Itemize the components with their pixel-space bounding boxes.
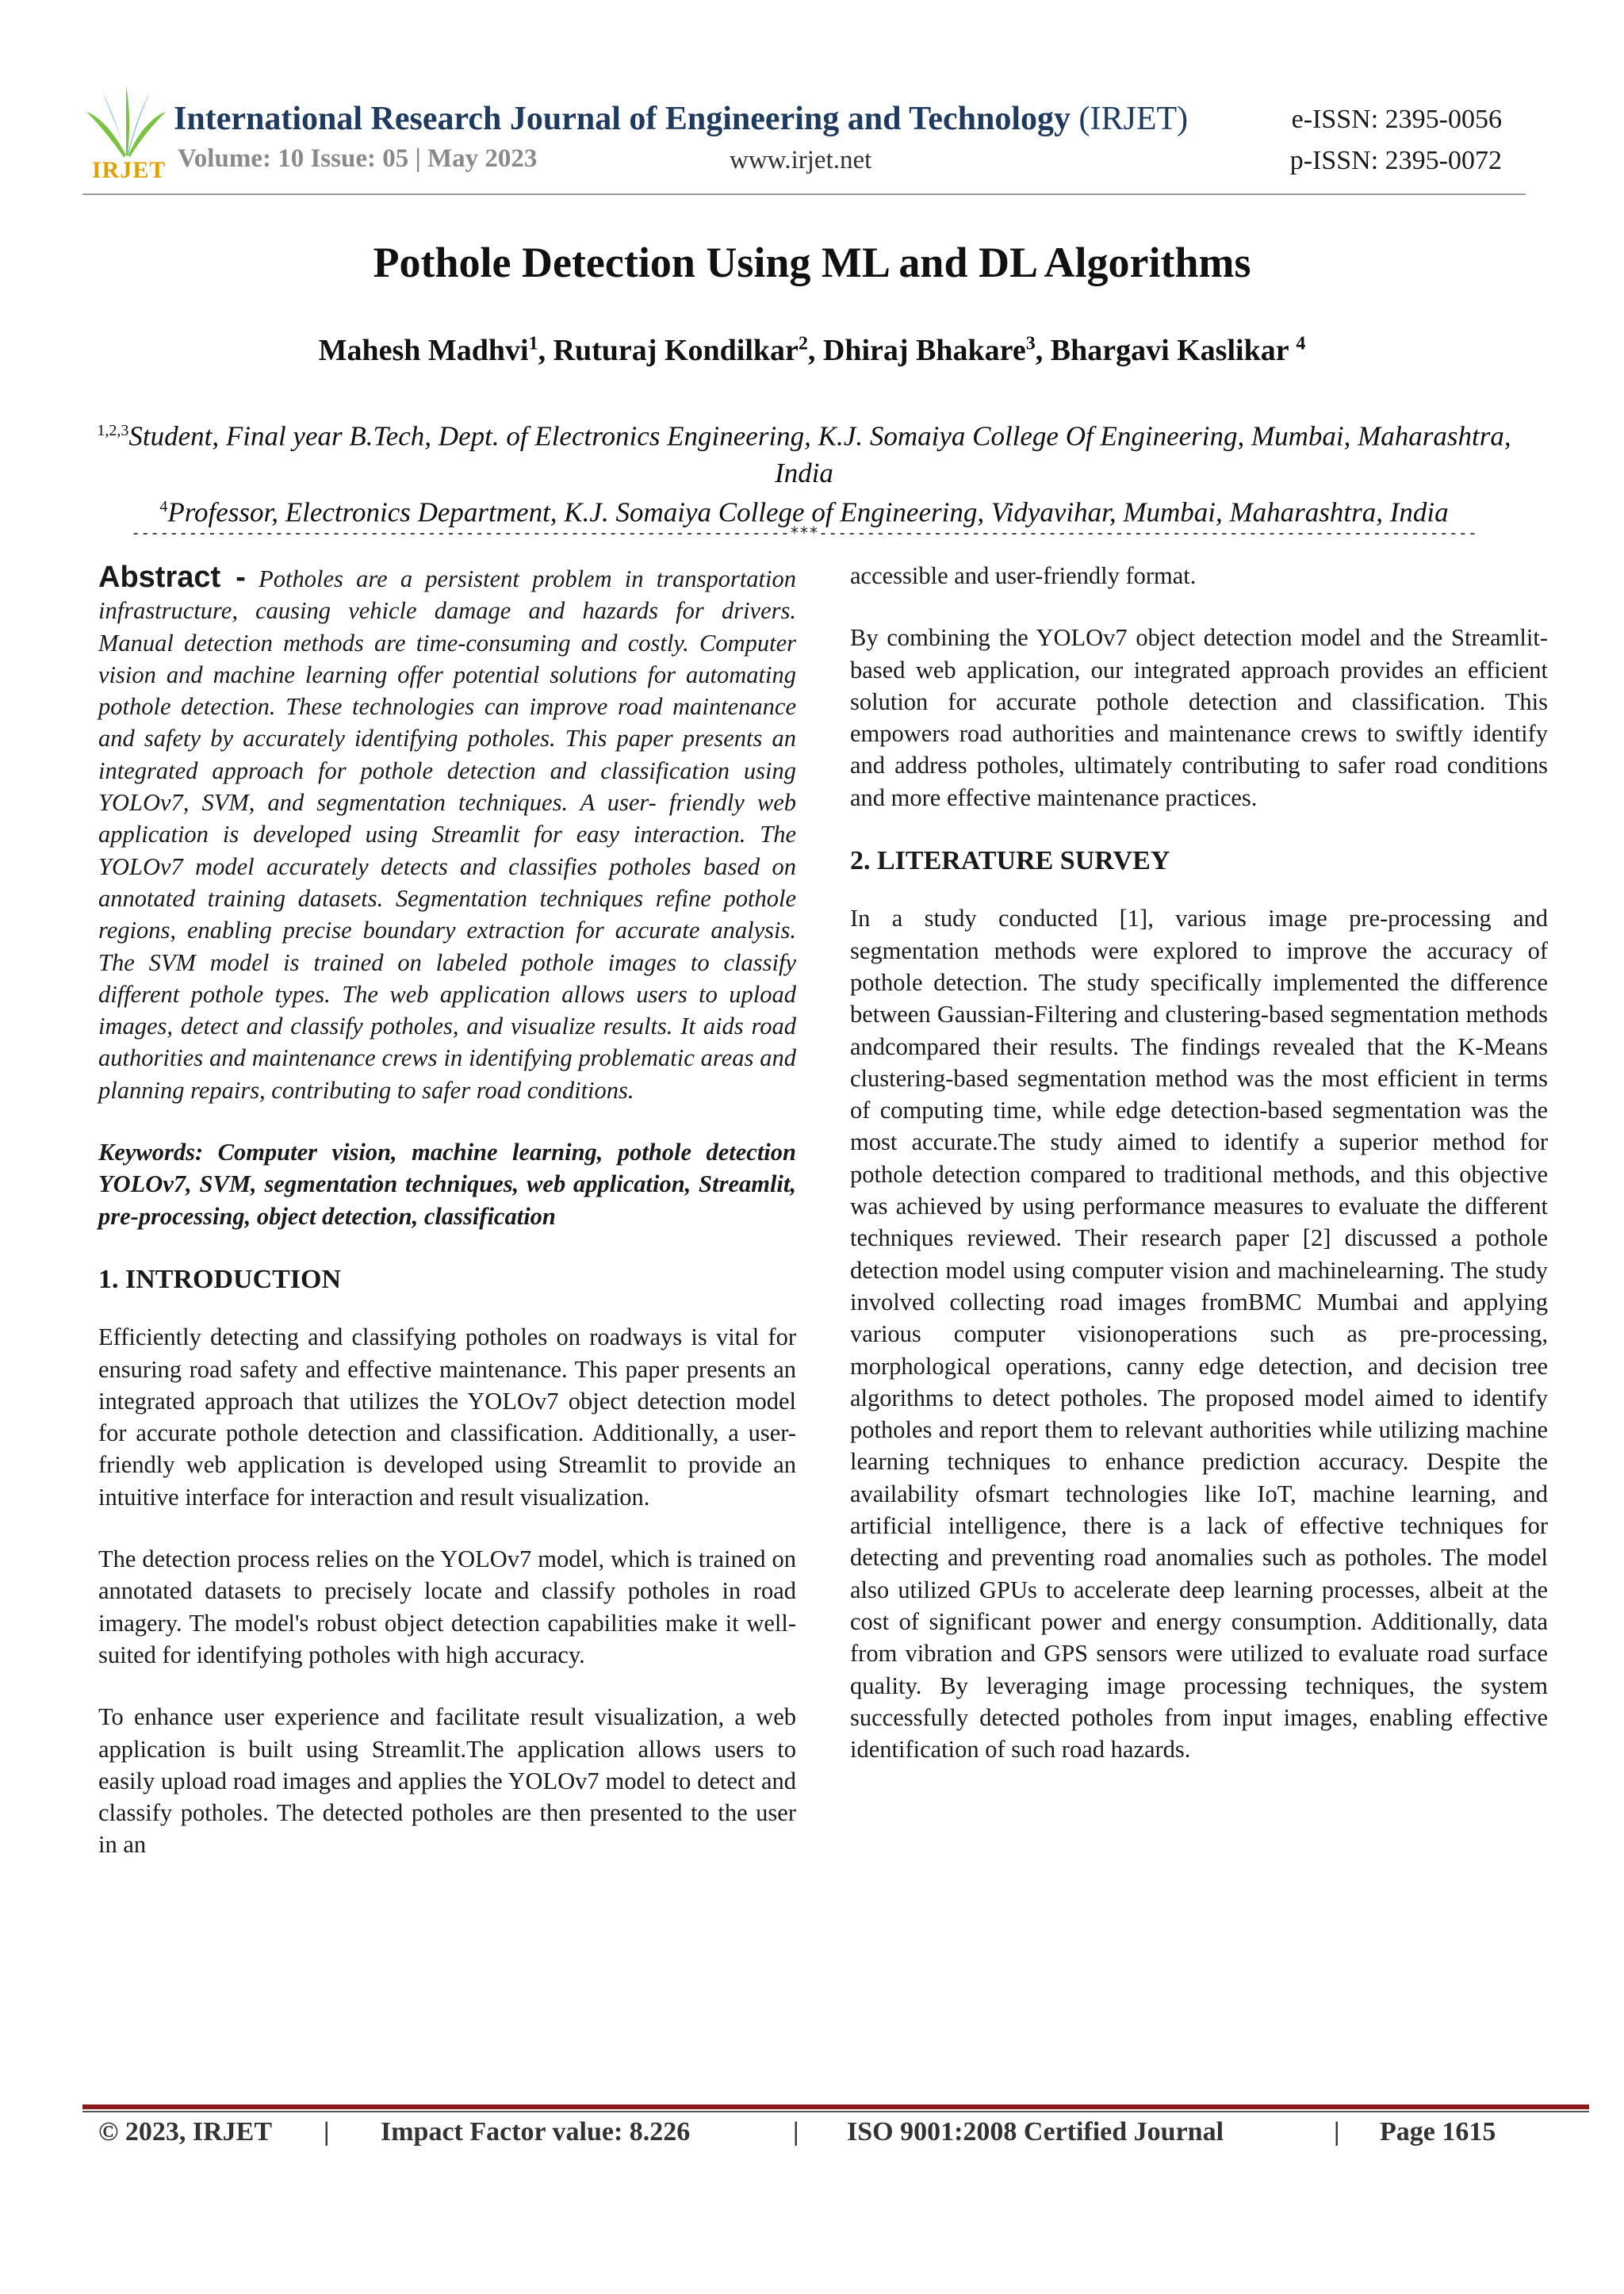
section-divider: ---------------------------------------------------------------------***--------------------------------------------------------------------- <box>131 523 1477 542</box>
author-sup: 1 <box>528 333 538 354</box>
affiliation-sup: 4 <box>159 498 168 515</box>
volume-issue: Volume: 10 Issue: 05 | May 2023 <box>178 144 538 173</box>
leaf-icon <box>82 84 170 159</box>
abstract <box>98 561 796 1106</box>
footer-rule <box>82 2104 1589 2109</box>
author-name: Mahesh Madhvi <box>318 334 529 367</box>
irjet-logo <box>82 84 170 183</box>
left-column <box>98 561 796 1861</box>
journal-abbr: (IRJET) <box>1078 101 1189 137</box>
author-sup: 4 <box>1296 333 1306 354</box>
footer-iso: ISO 9001:2008 Certified Journal <box>847 2117 1224 2147</box>
pissn: p-ISSN: 2395-0072 <box>1289 146 1502 175</box>
affiliation-text: Student, Final year B.Tech, Dept. of Electronics Engineering, K.J. Somaiya College Of Engineering, Mumbai, Maharashtra, India <box>128 420 1511 488</box>
author-sup: 3 <box>1025 333 1036 354</box>
literature-paragraph: In a study conducted [1], various image pre-processing and segmentation methods were explored to improve the accuracy of pothole detection. The study specifically implemented the difference between Gaussian-Filtering and clustering-based segmentation methods andcompared their results. The findings revealed that the K-Means clustering-based segmentation method was the most efficient in terms of computing time, while edge detection-based segmentation was the most accurate.The study aimed to identify a superior method for pothole detection compared to traditional methods, and this objective was achieved by using performance measures to evaluate the different techniques reviewed. Their research paper [2] discussed a pothole detection model using computer vision and machinelearning. The study involved collecting road images fromBMC Mumbai and applying various computer visionoperations such as pre-processing, morphological operations, canny edge detection, and decision tree algorithms to detect potholes. The proposed model aimed to identify potholes and report them to relevant authorities while utilizing machine learning techniques to enhance prediction accuracy. Despite the availability ofsmart technologies like IoT, machine learning, and artificial intelligence, there is a lack of effective techniques for detecting and preventing road anomalies such as potholes. The model also utilized GPUs to accelerate deep learning processes, albeit at the cost of significant power and energy consumption. Additionally, data from vibration and GPS sensors were utilized to evaluate road surface quality. By leveraging image processing techniques, the system successfully detected potholes from input images, enabling effective identification of such road hazards. <box>850 905 1548 1764</box>
journal-website: www.irjet.net <box>730 146 872 174</box>
footer-separator: | <box>324 2117 330 2147</box>
intro-paragraph: Efficiently detecting and classifying potholes on roadways is vital for ensuring road safety and effective maintenance. This paper presents an integrated approach that utilizes the YOLOv7 object detection model for accurate pothole detection and classification. Additionally, a user-friendly web application is developed using Streamlit to provide an intuitive interface for interaction and result visualization. <box>98 1323 796 1511</box>
intro-paragraph: The detection process relies on the YOLOv7 model, which is trained on annotated datasets to precisely locate and classify potholes in road imagery. The model's robust object detection capabilities make it well-suited for identifying potholes with high accuracy. <box>98 1545 796 1668</box>
footer-separator: | <box>793 2117 799 2147</box>
affiliation-text: Professor, Electronics Department, K.J. Somaiya College of Engineering, Vidyavihar, Mumbai, Maharashtra, India <box>167 496 1449 528</box>
author-sup: 2 <box>798 333 808 354</box>
footer-copyright: © 2023, IRJET <box>98 2117 273 2147</box>
right-column <box>850 560 1548 1765</box>
affiliation-sup: 1,2,3 <box>97 422 129 439</box>
section-heading-literature: 2. LITERATURE SURVEY <box>850 846 1170 876</box>
footer-impact-factor: Impact Factor value: 8.226 <box>381 2117 691 2147</box>
author-name: Dhiraj Bhakare <box>822 334 1026 367</box>
author-list: Mahesh Madhvi$^1$, Ruturaj Kondilkar$^2$, Dhiraj Bhakare$^3$, Bhargavi Kaslikar $^4$ <box>318 333 1306 367</box>
paper-title: Pothole Detection Using ML and DL Algorithms <box>373 239 1251 286</box>
logo-text: IRJET <box>92 157 167 183</box>
section-heading-introduction: 1. INTRODUCTION <box>98 1264 342 1294</box>
author-name: Bhargavi Kaslikar <box>1050 334 1289 367</box>
abstract-label: Abstract - <box>98 561 246 594</box>
journal-header <box>82 76 1526 195</box>
journal-title <box>174 100 1188 138</box>
abstract-text: Potholes are a persistent problem in transportation infrastructure, causing vehicle damage and hazards for drivers. Manual detection methods are time-consuming and costly. Computer vision and machine learning offer potential solutions for automating pothole detection. These technologies can improve road maintenance and safety by accurately identifying potholes. This paper presents an integrated approach for pothole detection and classification using YOLOv7, SVM, and segmentation techniques. A user- friendly web application is developed using Streamlit for easy interaction. The YOLOv7 model accurately detects and classifies potholes based on annotated training datasets. Segmentation techniques refine pothole regions, enabling precise boundary extraction for accurate analysis. The SVM model is trained on labeled pothole images to classify different pothole types. The web application allows users to upload images, detect and classify potholes, and visualize results. It aids road authorities and maintenance crews in identifying problematic areas and planning repairs, contributing to safer road conditions. <box>98 565 796 1104</box>
footer-separator: | <box>1334 2117 1340 2147</box>
footer-rule-thin <box>82 2111 1589 2112</box>
intro-paragraph: To enhance user experience and facilitate result visualization, a web application is built using Streamlit.The application allows users to easily upload road images and applies the YOLOv7 model to detect and classify potholes. The detected potholes are then presented to the user in an <box>98 1703 796 1859</box>
author-name: Ruturaj Kondilkar <box>553 334 799 367</box>
footer-page-number: Page 1615 <box>1380 2117 1496 2147</box>
keywords: Keywords: Computer vision, machine learning, pothole detection YOLOv7, SVM, segmentation techniques, web application, Streamlit, pre-processing, object detection, classification <box>98 1139 796 1230</box>
affiliation-students <box>82 412 1526 492</box>
eissn: e-ISSN: 2395-0056 <box>1291 105 1502 134</box>
header-rule <box>82 193 1526 195</box>
intro-paragraph: By combining the YOLOv7 object detection model and the Streamlit-based web application, our integrated approach provides an efficient solution for accurate pothole detection and classification. This empowers road authorities and maintenance crews to swiftly identify and address potholes, ultimately contributing to safer road conditions and more effective maintenance practices. <box>850 624 1548 811</box>
journal-name: International Research Journal of Engineering and Technology <box>174 101 1071 137</box>
intro-continuation: accessible and user-friendly format. <box>850 562 1197 589</box>
